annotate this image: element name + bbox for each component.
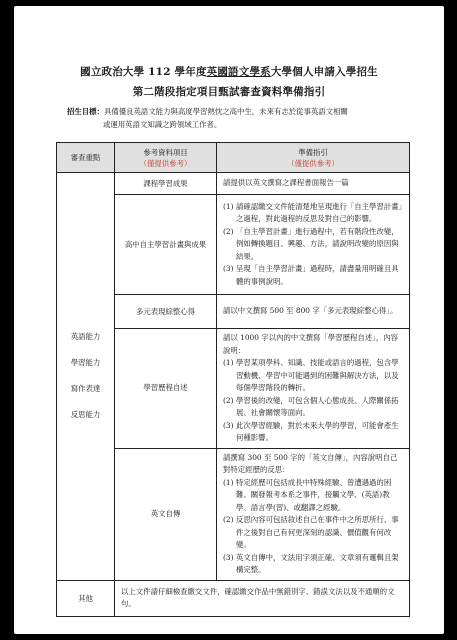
item-cell: 高中自主學習計畫與成果 xyxy=(115,195,217,295)
list-item: (3) 此次學習經驗，對於未來大學的學習，可能會產生何種影響。 xyxy=(223,420,399,442)
admission-goal xyxy=(67,105,405,131)
guide-intro: 請以 1000 字以內的中文撰寫「學習歷程自述」，內容說明： xyxy=(223,333,399,355)
other-text: 以上文件請仔細檢查繳交文件，確認繳交作品中無錯別字、錯誤文法以及不通順的文句。 xyxy=(115,580,410,616)
guide-cell: 請以中文撰寫 500 至 800 字「多元表現綜整心得」。 xyxy=(217,295,410,329)
header-items-note: （僅提供參考） xyxy=(139,158,192,168)
header-items: 參考資料項目 （僅提供參考） xyxy=(115,143,217,173)
guide-cell xyxy=(217,448,410,580)
goal-label: 招生目標： xyxy=(67,107,104,116)
item-cell: 英文自傳 xyxy=(115,448,217,580)
list-item: (2) 「自主學習計畫」進行過程中，若有階段性改變，例如轉換題目、興趣、方法，請說明改變的原因與結果。 xyxy=(223,226,399,261)
item-cell: 學習歷程自述 xyxy=(115,329,217,449)
item-cell: 多元表現綜整心得 xyxy=(115,295,217,329)
table-row xyxy=(57,173,410,195)
focus-area: 寫作表達 xyxy=(70,384,101,394)
list-item: (3) 英文自傳中，文法用字須正確、文章須有邏輯且架構完整。 xyxy=(223,552,399,574)
list-item: (2) 反思內容可包括敘述自己在事件中之所思所行、事件之後對自己有何更深刻的認識、價值觀有何改變。 xyxy=(223,515,399,549)
other-label: 其他 xyxy=(57,580,115,616)
item-cell: 課程學習成果 xyxy=(115,173,217,195)
header-focus: 審查重點 xyxy=(57,143,115,173)
list-item: (3) 呈現「自主學習計畫」過程時，請盡量用明確且具體的事例說明。 xyxy=(223,264,399,286)
review-guide-table xyxy=(56,142,410,617)
department-name: 英國語文學系 xyxy=(206,66,271,78)
header-guide: 準備指引 （僅提供參考） xyxy=(217,143,410,173)
list-item: (1) 特定經歷可包括成長中特殊經驗、曾遭遇過的困難、關發報考本系之事件，接觸文學、(英語)教學、語言學(習)、或翻譯之經驗。 xyxy=(223,477,392,512)
list-item: (2) 學習後的改變，可包含個人心態成長、人際關係拓展、社會關懷等面向。 xyxy=(223,395,399,417)
guide-list xyxy=(223,201,403,289)
table-header-row xyxy=(57,143,410,173)
document-title: 國立政治大學 112 學年度英國語文學系大學個人申請入學招生 xyxy=(80,66,378,78)
document-page xyxy=(14,6,444,634)
header-guide-note: （僅提供參考） xyxy=(287,158,339,168)
guide-cell xyxy=(217,195,410,295)
focus-area: 英語能力 xyxy=(70,332,101,342)
focus-area: 學習能力 xyxy=(70,358,101,368)
guide-intro: 請撰寫 300 至 500 字的「英文自傳」，內容說明自己對特定經歷的反思： xyxy=(223,452,398,474)
guide-list xyxy=(223,477,403,577)
guide-cell xyxy=(217,329,410,449)
goal-text-line2: 或運用英語文知識之跨領域工作者。 xyxy=(103,120,222,129)
guide-cell: 請提供以英文撰寫之課程書面報告一篇 xyxy=(217,173,410,195)
list-item: (1) 請確認繳交文件能清楚地呈現進行「自主學習計畫」之過程，對此過程的反思及對自己的影響。 xyxy=(223,201,403,224)
focus-area: 反思能力 xyxy=(70,410,101,420)
table-row-other xyxy=(57,580,410,616)
focus-areas-cell xyxy=(57,173,115,581)
goal-text-line1: 具備優良英語文能力與高度學習熱忱之高中生，未來有志於從事英語文相關 xyxy=(103,107,348,116)
list-item: (1) 學習某項學科、知識、技能或語言的過程，包含學習動機、學習中可能遇到的困難與解決方法，以及每個學習階段的轉折。 xyxy=(223,358,399,392)
guide-list xyxy=(223,357,403,445)
document-subtitle: 第二階段指定項目甄試審查資料準備指引 xyxy=(132,86,326,98)
